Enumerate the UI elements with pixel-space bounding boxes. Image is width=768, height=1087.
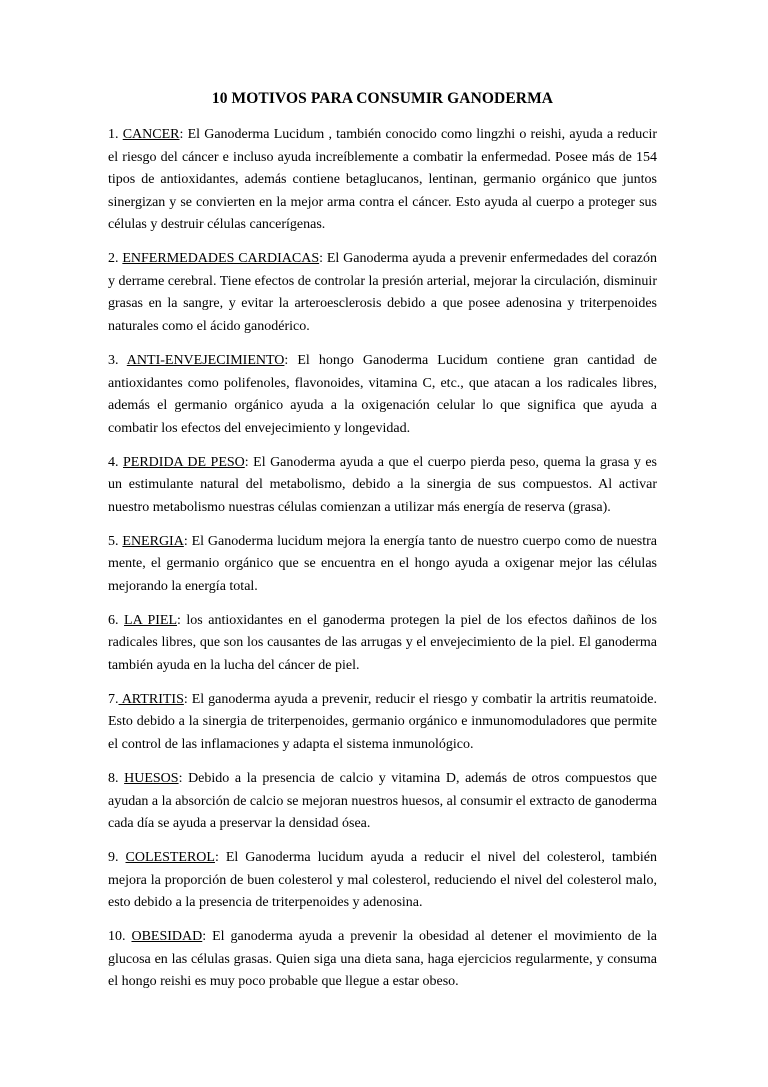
item-text: : El Ganoderma lucidum ayuda a reducir el nivel del colesterol, también mejora la proporción de buen colesterol y mal colesterol, reduciendo el nivel del colesterol malo, esto debido a la presencia de triterpenoides y adenosina. — [108, 850, 658, 911]
reason-item-colesterol — [108, 847, 657, 915]
item-heading: ARTRITIS — [118, 691, 184, 707]
document-body — [108, 88, 657, 1005]
reason-item-artritis — [108, 689, 657, 757]
item-number: 4. — [108, 454, 119, 470]
reason-item-energia — [108, 531, 657, 599]
item-number: 9. — [108, 850, 119, 865]
item-heading: LA PIEL — [124, 612, 177, 628]
reason-item-huesos — [108, 768, 657, 836]
item-number: 10. — [108, 929, 126, 945]
item-text: : El Ganoderma ayuda a que el cuerpo pierda peso, quema la grasa y es un estimulante natural del metabolismo, debido a la sinergia de sus compuestos. Al activar nuestro metabolismo nuestras células comienzan a utilizar más energía de reserva (grasa). — [108, 454, 658, 515]
item-text: : El hongo Ganoderma Lucidum contiene gran cantidad de antioxidantes como polifenoles, flavonoides, vitamina C, etc., que atacan a los radicales libres, además el germanio orgánico ayuda a la oxigenación celular lo que significa que ayuda a combatir los efectos del envejecimiento y longevidad. — [108, 352, 657, 436]
reason-item-perdida-de-peso — [108, 452, 657, 520]
item-heading: PERDIDA DE PESO — [123, 454, 245, 470]
item-heading: ENFERMEDADES CARDIACAS — [122, 251, 320, 267]
item-text: : El Ganoderma ayuda a prevenir enfermedades del corazón y derrame cerebral. Tiene efectos de controlar la presión arterial, mejorar la circulación, disminuir grasas en la sangre, y evitar la arteroesclerosis debido a que posee adenosina y triterpenoides naturales como el ácido ganodérico. — [108, 251, 657, 335]
document-title: 10 MOTIVOS PARA CONSUMIR GANODERMA — [211, 90, 554, 107]
reason-item-cancer — [108, 124, 657, 237]
item-text: : El ganoderma ayuda a prevenir la obesidad al detener el movimiento de la glucosa en las células grasas. Quien siga una dieta sana, haga ejercicios regularmente, y consuma el hongo reishi es muy poco probable que llegue a estar obeso. — [108, 929, 658, 990]
item-number: 3. — [108, 352, 119, 368]
reason-item-anti-envejecimiento — [108, 350, 657, 440]
item-heading: CANCER — [122, 127, 180, 142]
reason-item-la-piel — [108, 610, 657, 678]
item-text: : El Ganoderma Lucidum , también conocido como lingzhi o reishi, ayuda a reducir el riesgo del cáncer e incluso ayuda increíblemente a combatir la enfermedad. Posee más de 154 tipos de antioxidantes, además contiene betaglucanos, lentinan, germanio orgánico que juntos sinergizan y se convierten en la mejor arma contra el cáncer. Esto ayuda al cuerpo a proteger sus células y destruir células cancerígenas. — [108, 127, 658, 233]
item-number: 2. — [108, 251, 119, 267]
item-heading: ANTI-ENVEJECIMIENTO — [126, 352, 285, 368]
item-text: : El ganoderma ayuda a prevenir, reducir el riesgo y combatir la artritis reumatoide. Esto debido a la sinergia de triterpenoides, germanio orgánico e inmunomoduladores que permite el control de las inflamaciones y adapta el sistema inmunológico. — [108, 691, 657, 753]
item-heading: COLESTEROL — [125, 850, 215, 865]
reason-item-enfermedades-cardiacas — [108, 248, 657, 338]
item-heading: HUESOS — [124, 770, 179, 786]
item-number: 6. — [108, 612, 119, 628]
item-number: 1. — [108, 127, 119, 142]
item-text: : Debido a la presencia de calcio y vitamina D, además de otros compuestos que ayudan a la absorción de calcio se mejoran nuestros huesos, al consumir el extracto de ganoderma cada día se ayuda a preservar la densidad ósea. — [108, 770, 657, 832]
item-text: : El Ganoderma lucidum mejora la energía tanto de nuestro cuerpo como de nuestra mente, el germanio orgánico que se encuentra en el hongo ayuda a oxigenar mejor las células mejorando la energía total. — [108, 533, 658, 594]
reason-item-obesidad — [108, 926, 657, 994]
item-number: 5. — [108, 533, 119, 549]
item-text: : los antioxidantes en el ganoderma protegen la piel de los efectos dañinos de los radicales libres, que son los causantes de las arrugas y el envejecimiento de la piel. El ganoderma también ayuda en la lucha del cáncer de piel. — [108, 612, 658, 673]
item-heading: ENERGIA — [122, 533, 184, 549]
item-number: 7. — [108, 691, 119, 707]
item-heading: OBESIDAD — [131, 929, 203, 945]
item-number: 8. — [108, 770, 119, 786]
